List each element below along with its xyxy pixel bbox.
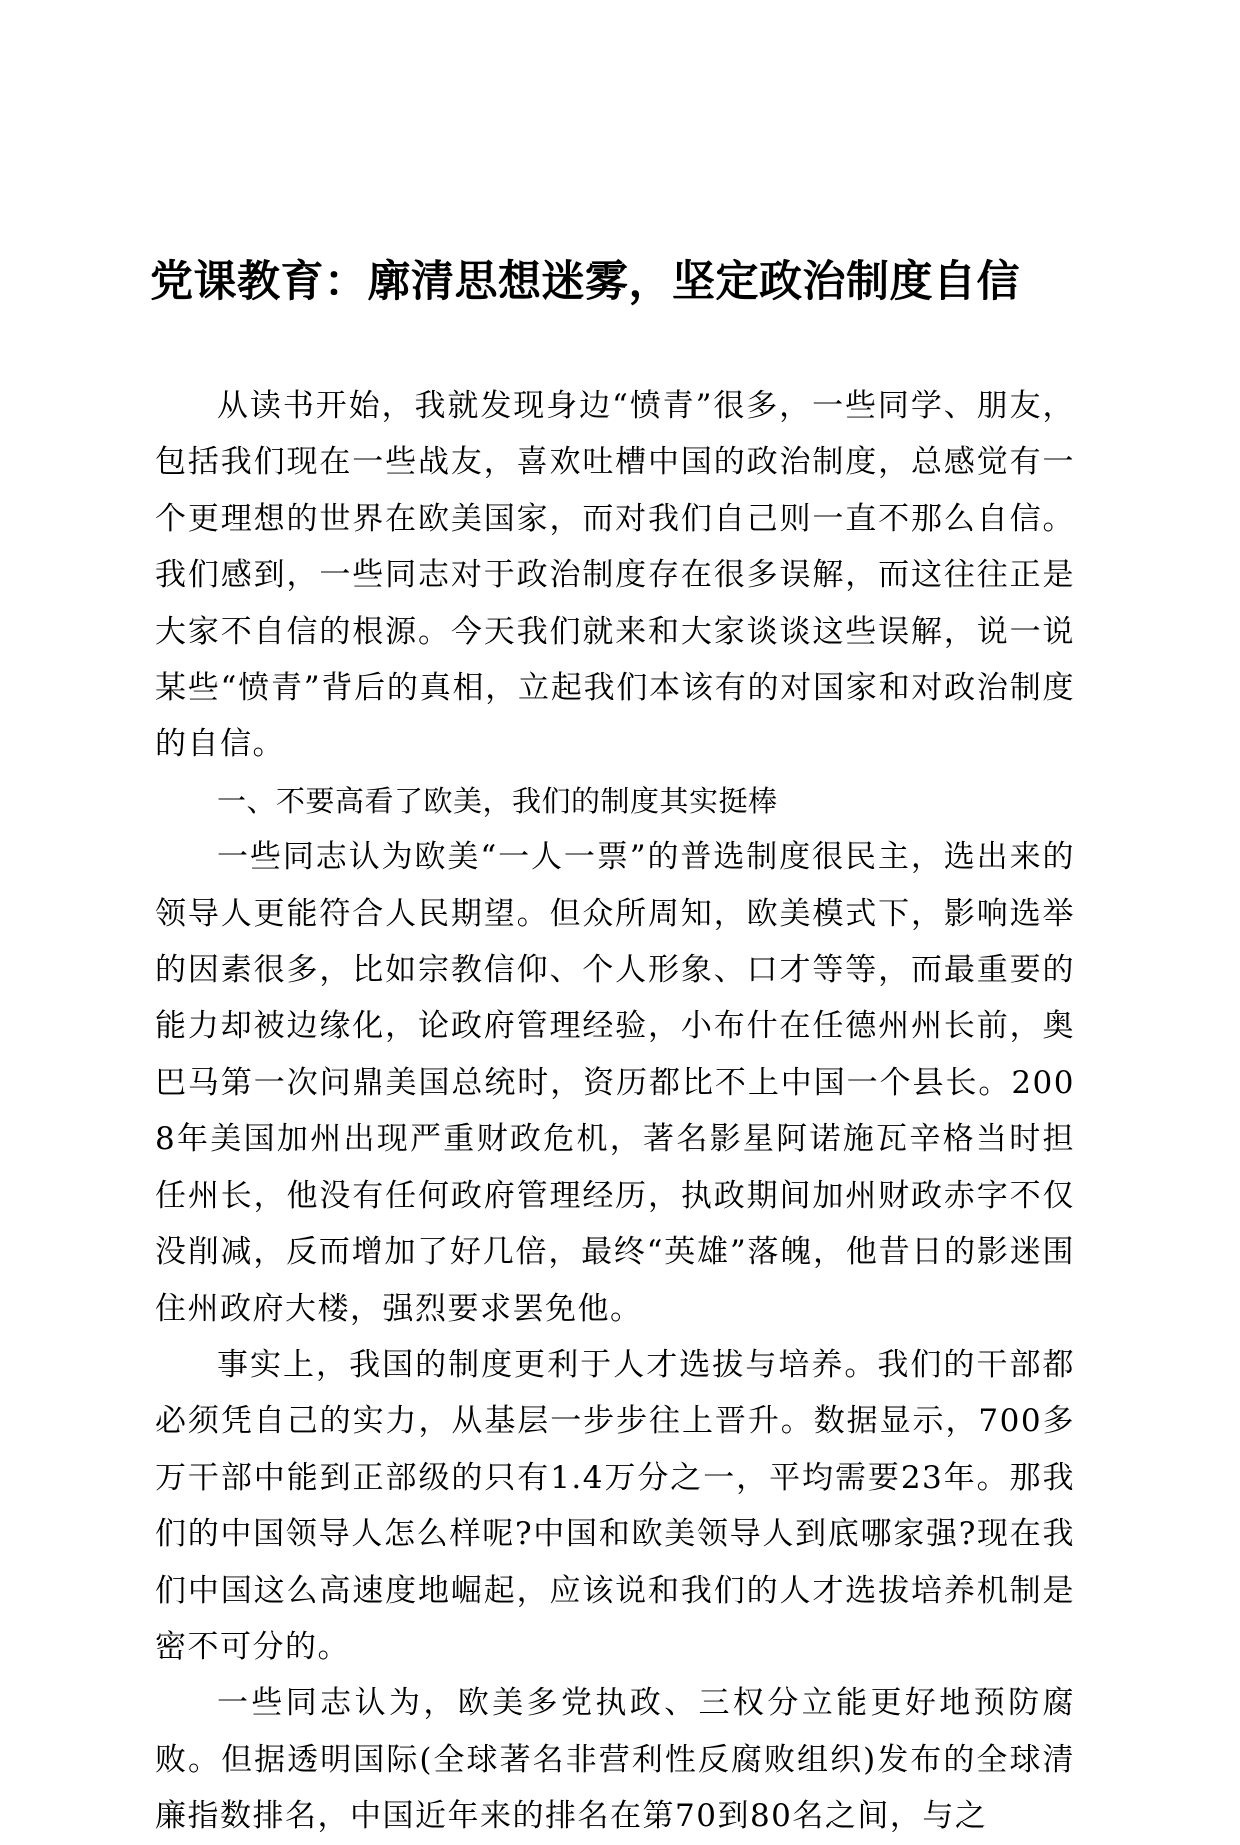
paragraph-talent-selection: 事实上，我国的制度更利于人才选拔与培养。我们的干部都必须凭自己的实力，从基层一步步往上晋升。数据显示，700多万干部中能到正部级的只有1.4万分之一，平均需要23年。那我们的中国领导人怎么样呢?中国和欧美领导人到底哪家强?现在我们中国这么高速度地崛起，应该说和我们的人才选拔培养机制是密不可分的。	[155, 1346, 1075, 1665]
paragraph-election: 一些同志认为欧美“一人一票”的普选制度很民主，选出来的领导人更能符合人民期望。但众所周知，欧美模式下，影响选举的因素很多，比如宗教信仰、个人形象、口才等等，而最重要的能力却被边缘化，论政府管理经验，小布什在任德州州长前，奥巴马第一次问鼎美国总统时，资历都比不上中国一个县长。2008年美国加州出现严重财政危机，著名影星阿诺施瓦辛格当时担任州长，他没有任何政府管理经历，执政期间加州财政赤字不仅没削减，反而增加了好几倍，最终“英雄”落魄，他昔日的影迷围住州政府大楼，强烈要求罢免他。	[155, 839, 1075, 1327]
document-title: 党课教育：廓清思想迷雾，坚定政治制度自信	[150, 257, 1020, 307]
document-body	[155, 378, 1075, 1845]
section-heading-1: 一、不要高看了欧美，我们的制度其实挺棒	[217, 783, 778, 818]
paragraph-anti-corruption: 一些同志认为，欧美多党执政、三权分立能更好地预防腐败。但据透明国际(全球著名非营利性反腐败组织)发布的全球清廉指数排名，中国近年来的排名在第70到80名之间，与之	[155, 1685, 1075, 1835]
paragraph-intro: 从读书开始，我就发现身边“愤青”很多，一些同学、朋友，包括我们现在一些战友，喜欢吐槽中国的政治制度，总感觉有一个更理想的世界在欧美国家，而对我们自己则一直不那么自信。我们感到，一些同志对于政治制度存在很多误解，而这往往正是大家不自信的根源。今天我们就来和大家谈谈这些误解，说一说某些“愤青”背后的真相，立起我们本该有的对国家和对政治制度的自信。	[155, 388, 1075, 763]
